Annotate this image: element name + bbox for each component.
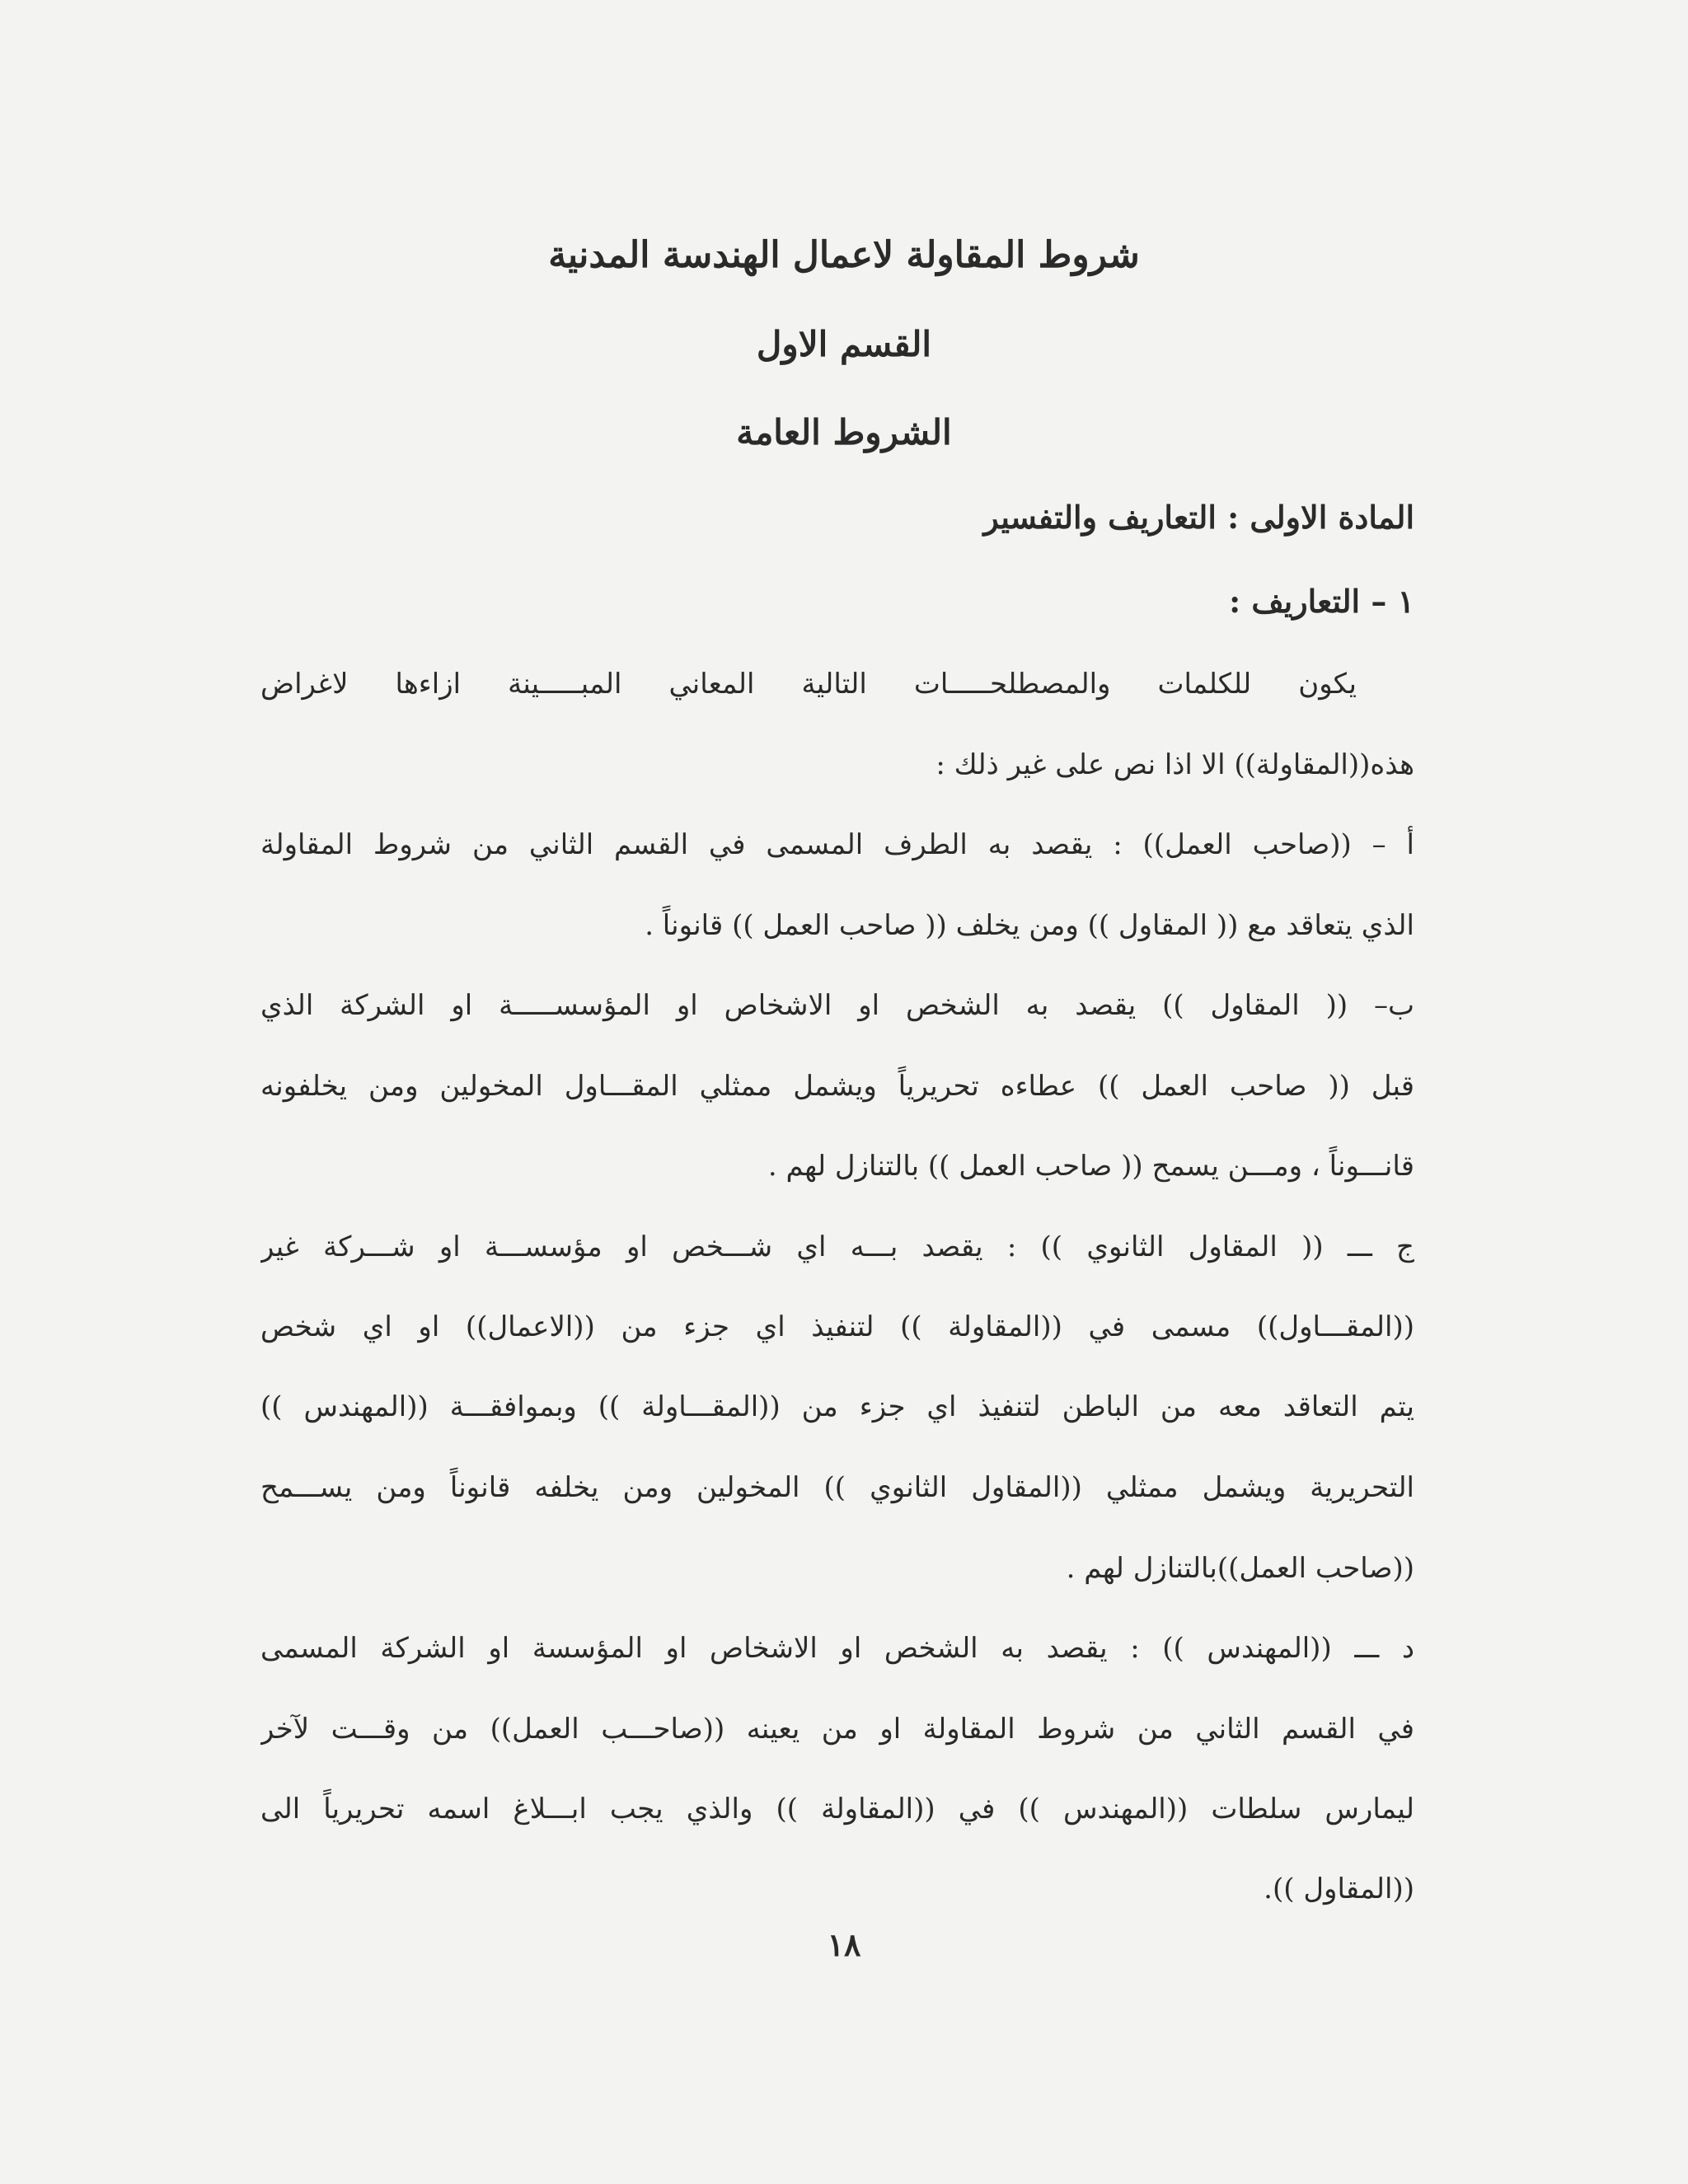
body-line: يكون للكلمات والمصطلحـــــات التالية المعاني المبـــــينة ازاءها لاغراض xyxy=(260,668,1357,701)
definition-b-line: قانـــوناً ، ومـــن يسمح (( صاحب العمل )) بالتنازل لهم . xyxy=(767,1150,1414,1183)
part-heading: القسم الاول xyxy=(756,324,932,364)
article-heading: المادة الاولى : التعاريف والتفسير xyxy=(983,499,1414,536)
definition-a-line: أ – ((صاحب العمل)) : يقصد به الطرف المسمى في القسم الثاني من شروط المقاولة xyxy=(260,828,1414,861)
definition-c-line: ((المقـــاول)) مسمى في ((المقاولة )) لتنفيذ اي جزء من ((الاعمال)) او اي شخص xyxy=(260,1310,1414,1343)
definition-d-line: ليمارس سلطات ((المهندس )) في ((المقاولة )) والذي يجب ابـــلاغ اسمه تحريرياً الى xyxy=(260,1793,1414,1825)
definition-d-line: في القسم الثاني من شروط المقاولة او من يعينه ((صاحـــب العمل)) من وقـــت لآخر xyxy=(260,1713,1414,1746)
definition-c-line: يتم التعاقد معه من الباطن لتنفيذ اي جزء من ((المقـــاولة )) وبموافقـــة ((المهندس )) xyxy=(260,1390,1414,1423)
body-line: هذه((المقاولة)) الا اذا نص على غير ذلك : xyxy=(935,748,1414,781)
page-number: ١٨ xyxy=(827,1926,861,1963)
definition-b-line: ب– (( المقاول )) يقصد به الشخص او الاشخاص او المؤسســـــة او الشركة الذي xyxy=(260,989,1414,1022)
definition-d-line: د ـــ ((المهندس )) : يقصد به الشخص او الاشخاص او المؤسسة او الشركة المسمى xyxy=(260,1632,1414,1665)
definition-c-line: ج ـــ (( المقاول الثانوي )) : يقصد بـــه اي شـــخص او مؤسســـة او شـــركة غير xyxy=(260,1230,1414,1263)
section-heading: الشروط العامة xyxy=(736,412,952,452)
definitions-subheading: ١ – التعاريف : xyxy=(1229,583,1414,620)
document-title: شروط المقاولة لاعمال الهندسة المدنية xyxy=(548,234,1140,276)
definition-c-line: ((صاحب العمل))بالتنازل لهم . xyxy=(1066,1552,1414,1585)
definition-d-line: ((المقاول )). xyxy=(1264,1872,1414,1905)
definition-c-line: التحريرية ويشمل ممثلي ((المقاول الثانوي )) المخولين ومن يخلفه قانوناً ومن يســـمح xyxy=(260,1471,1414,1504)
definition-b-line: قبل (( صاحب العمل )) عطاءه تحريرياً ويشمل ممثلي المقـــاول المخولين ومن يخلفونه xyxy=(260,1070,1414,1103)
definition-a-line: الذي يتعاقد مع (( المقاول )) ومن يخلف (( صاحب العمل )) قانوناً . xyxy=(645,909,1414,942)
